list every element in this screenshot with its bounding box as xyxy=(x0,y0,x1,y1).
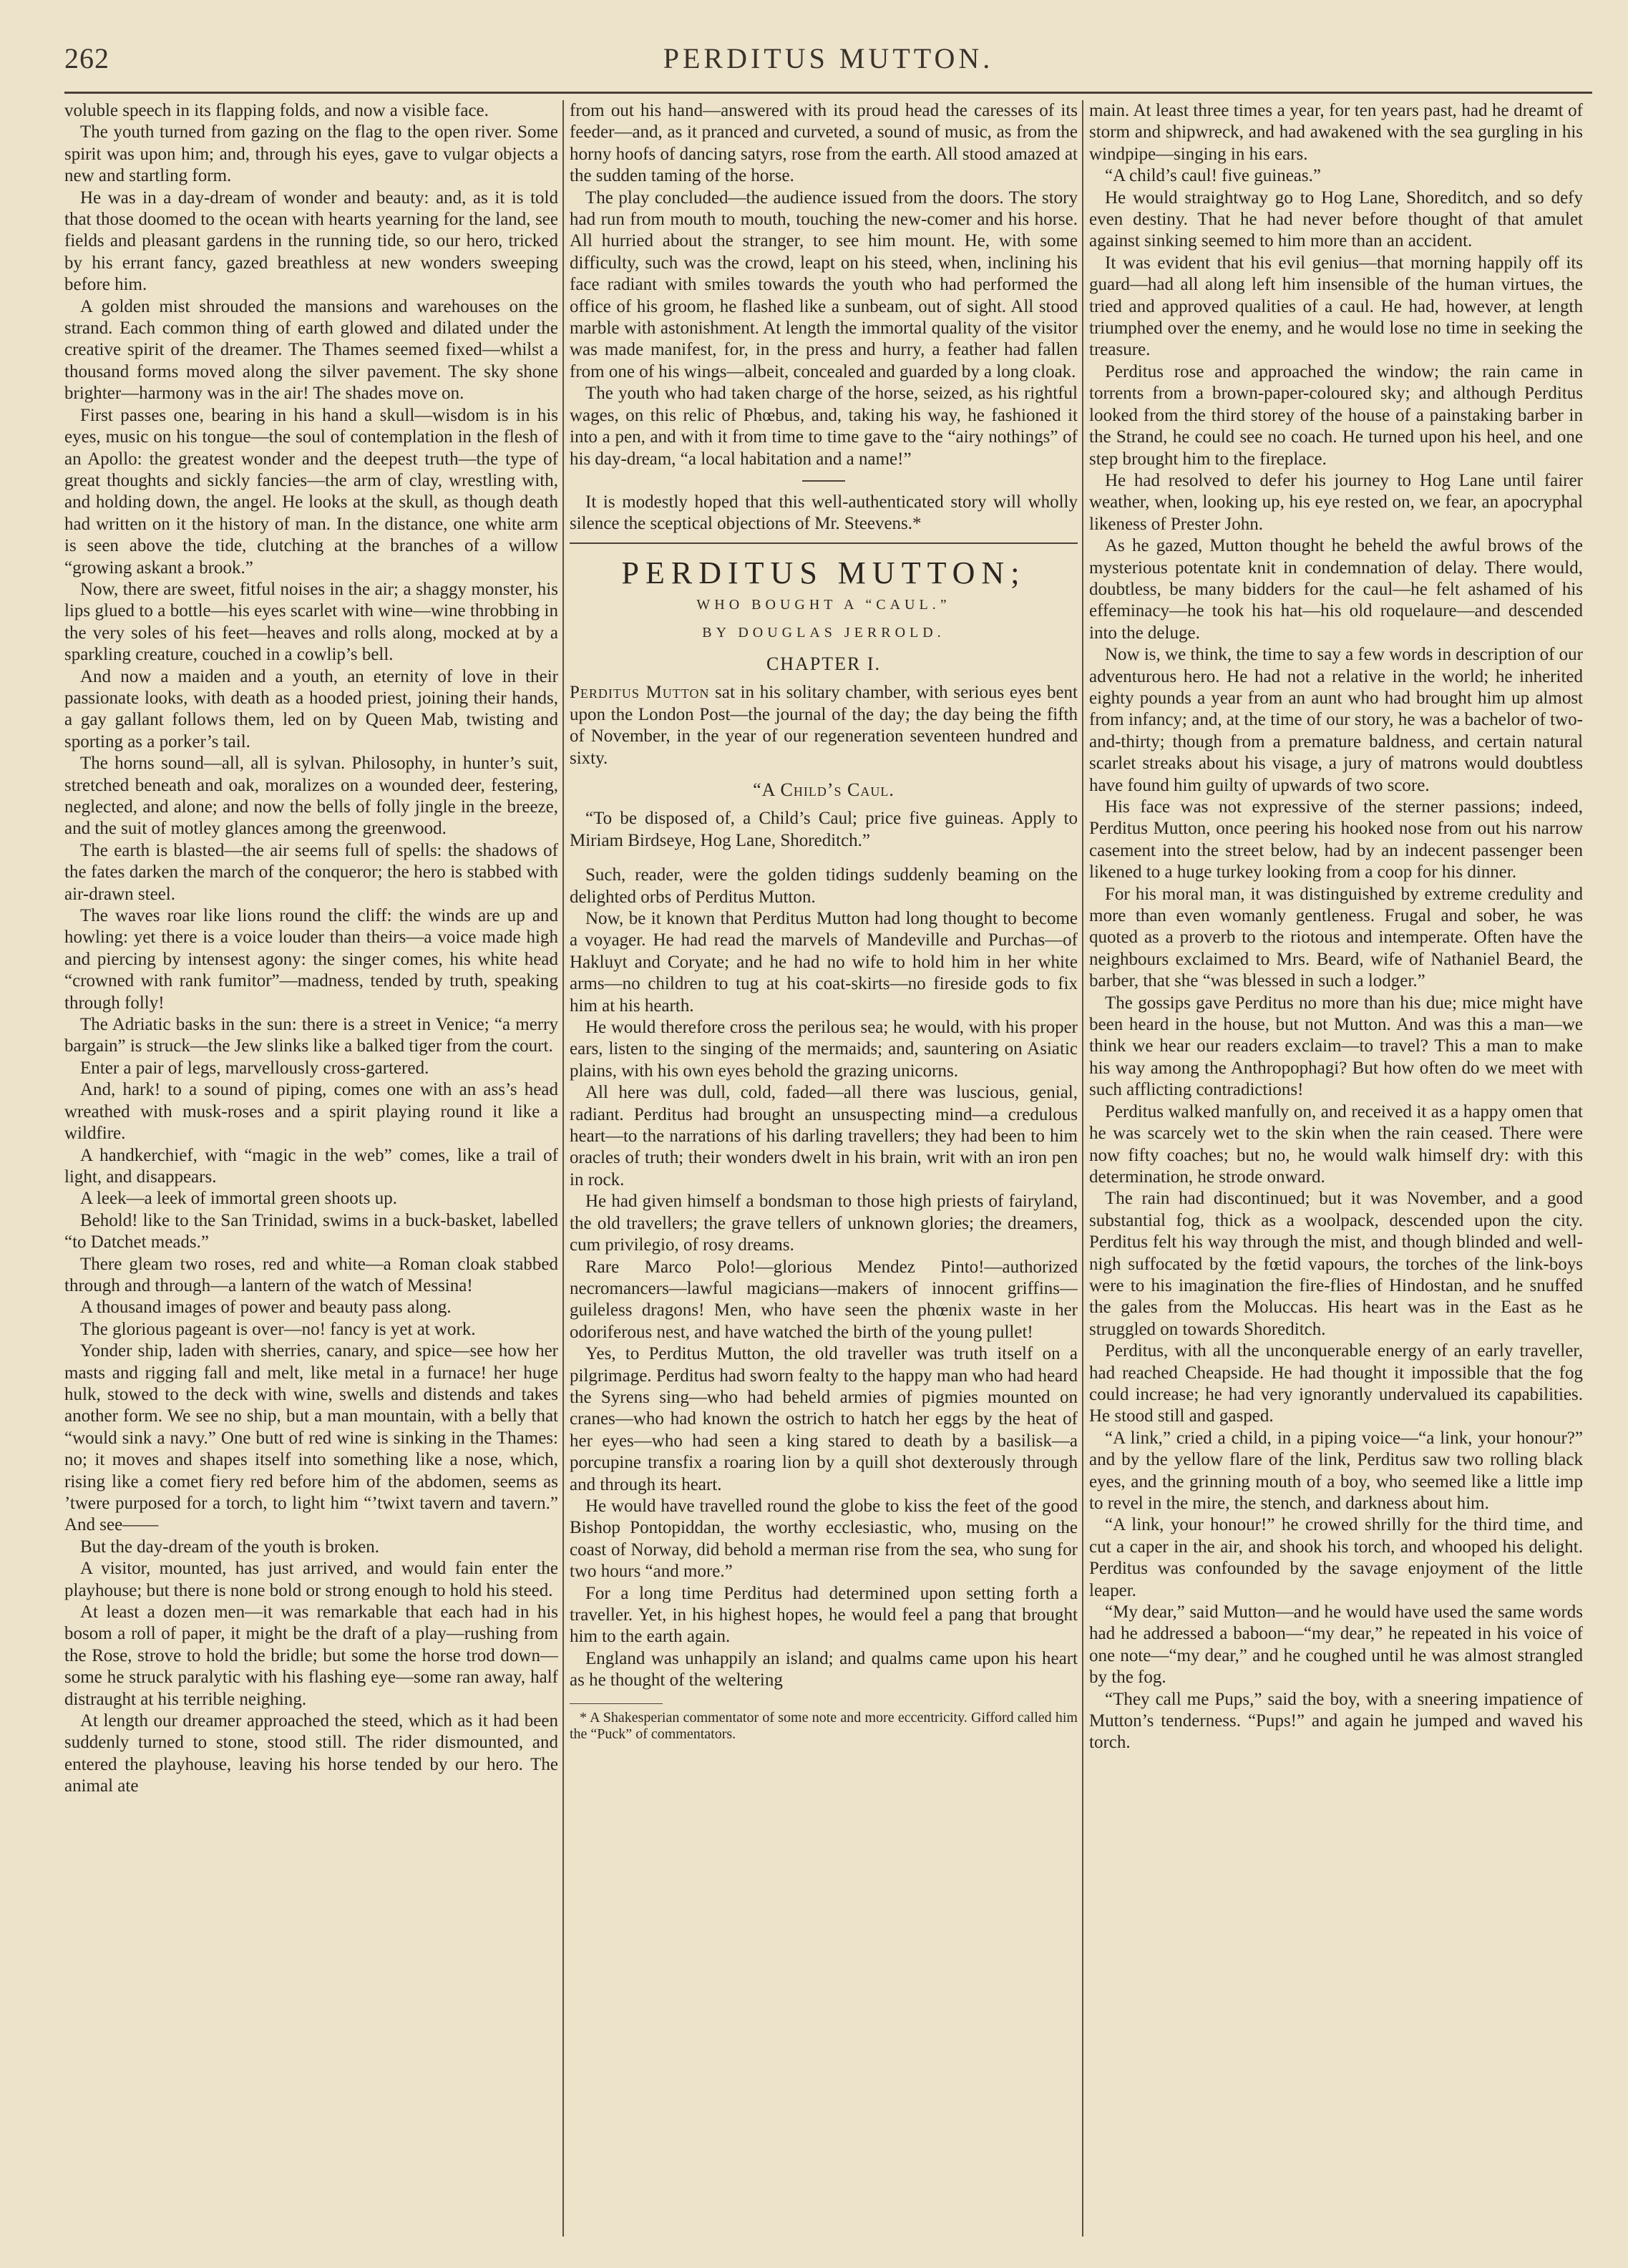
paragraph: Such, reader, were the golden tidings suddenly beaming on the delighted orbs of Perditus Mutton. xyxy=(570,865,1078,907)
paragraph: He had given himself a bondsman to those high priests of fairyland, the old travellers; the grave tellers of unknown glories; the dreamers, cum privilegio, of rosy dreams. xyxy=(570,1192,1078,1255)
paragraph: The Adriatic basks in the sun: there is a street in Venice; “a merry bargain” is struck—the Jew slinks like a balked tiger from the court. xyxy=(64,1015,558,1056)
header-rule xyxy=(64,92,1592,94)
paragraph: He would straightway go to Hog Lane, Shoreditch, and so defy even destiny. That he had never before thought of that amulet against sinking seemed to him more than an accident. xyxy=(1089,188,1583,251)
paragraph: He would have travelled round the globe to kiss the feet of the good Bishop Pontopiddan, the worthy ecclesiastic, who, musing on the coast of Norway, did behold a merman rise from the sea, who sung for two hours “and more.” xyxy=(570,1496,1078,1582)
paragraph: “A child’s caul! five guineas.” xyxy=(1105,166,1321,186)
paragraph: Behold! like to the San Trinidad, swims in a buck-basket, labelled “to Datchet meads.” xyxy=(64,1210,558,1252)
short-rule xyxy=(802,480,845,482)
advert-text: “To be disposed of, a Child’s Caul; price five guineas. Apply to Miriam Birdseye, Hog Lane, Shoreditch.” xyxy=(570,809,1078,850)
paragraph: voluble speech in its flapping folds, and now a visible face. xyxy=(64,101,489,120)
column-2 xyxy=(570,100,1078,2237)
paragraph: He was in a day-dream of wonder and beauty: and, as it is told that those doomed to the ocean with hearts yearning for the land, see fields and pleasant gardens in the running tide, so our hero, tricked by his errant fancy, gazed breathless at new wonders sweeping before him. xyxy=(64,188,558,295)
paragraph: As he gazed, Mutton thought he beheld the awful brows of the mysterious potentate knit in condemnation of delay. There would, doubtless, be many bidders for the caul—he felt ashamed of his effeminacy—he took his hat—his old roquelaure—and descended into the deluge. xyxy=(1089,536,1583,643)
paragraph: He had resolved to defer his journey to Hog Lane until fairer weather, when, looking up, his eye rested on, we fear, an apocryphal likeness of Prester John. xyxy=(1089,470,1583,534)
paragraph: The play concluded—the audience issued from the doors. The story had run from mouth to mouth, touching the new-comer and his horse. All hurried about the stranger, to see him mount. He, with some difficulty, such was the crowd, leapt on his steed, when, inclining his face radiant with smiles towards the youth who had performed the office of his groom, he flashed like a sunbeam, out of sight. All stood marble with astonishment. At length the immortal quality of the visitor was made manifest, for, in the press and hurry, a feather had fallen from one of his wings—albeit, concealed and guarded by a long cloak. xyxy=(570,188,1078,381)
paragraph: England was unhappily an island; and qualms came upon his heart as he thought of the weltering xyxy=(570,1648,1078,1690)
paragraph: But the day-dream of the youth is broken. xyxy=(80,1537,379,1557)
paragraph: The glorious pageant is over—no! fancy is yet at work. xyxy=(80,1319,476,1339)
paragraph: The rain had discontinued; but it was November, and a good substantial fog, thick as a woolpack, descended upon the city. Perditus felt his way through the mist, and though blinded and well-nigh suffocated by the fœtid vapours, the torches of the link-boys were to his imagination the fire-flies of Hindostan, and he snuffed the gales from the Moluccas. His heart was in the East as he struggled on towards Shoreditch. xyxy=(1089,1189,1583,1339)
paragraph: The gossips gave Perditus no more than his due; mice might have been heard in the house, but not Mutton. And was this a man—we think we hear our readers exclaim—to travel? This a man to make his way among the Anthropophagi? But how often do we meet with such afflicting contradictions! xyxy=(1089,993,1583,1100)
opening-name: Perditus Mutton xyxy=(570,683,710,703)
paragraph: from out his hand—answered with its proud head the caresses of its feeder—and, as it pranced and curveted, a sound of music, as from the horny hoofs of dancing satyrs, rose from the earth. All stood amazed at the sudden taming of the horse. xyxy=(570,101,1078,186)
paragraph: “My dear,” said Mutton—and he would have used the same words had he addressed a baboon—“my dear,” he repeated in his voice of one note—“my dear,” and he coughed until he was almost strangled by the fog. xyxy=(1089,1602,1583,1688)
story-rule xyxy=(570,542,1078,544)
column-divider-1 xyxy=(562,100,564,2237)
paragraph: Enter a pair of legs, marvellously cross-gartered. xyxy=(80,1058,429,1078)
paragraph: A golden mist shrouded the mansions and warehouses on the strand. Each common thing of earth glowed and dilated under the creative spirit of the dreamer. The Thames seemed fixed—whilst a thousand forms moved along the silver pavement. The sky shone brighter—harmony was in the air! The shades move on. xyxy=(64,296,558,404)
paragraph: Yes, to Perditus Mutton, the old traveller was truth itself on a pilgrimage. Perditus had sworn fealty to the happy man who had heard the Syrens sing—who had beheld armies of pigmies mounted on cranes—who had known the ostrich to hatch her eggs by the heat of her eyes—who had seen a king stared to death by a basilisk—a porcupine transfix a roaring lion by a quill shot dexterously through and through its heart. xyxy=(570,1344,1078,1494)
paragraph: A thousand images of power and beauty pass along. xyxy=(80,1298,452,1318)
paragraph: At least a dozen men—it was remarkable that each had in his bosom a roll of paper, it might be the draft of a play—rushing from the Rose, strove to hold the bridle; but some the horse trod down—some he struck paralytic with his flashing eye—some ran away, half distraught at his terrible neighing. xyxy=(64,1602,558,1709)
column-1 xyxy=(64,100,558,2237)
column-divider-2 xyxy=(1082,100,1083,2237)
paragraph: Yonder ship, laden with sherries, canary, and spice—see how her masts and rigging fall and melt, like metal in a furnace! her huge hulk, stowed to the deck with wine, swells and distends and takes another form. We see no ship, but a man mountain, with a belly that “would sink a navy.” One butt of red wine is sinking in the Thames: no; it moves and shapes itself into something like a nose, which, rising like a comet fiery red before him of the abdomen, seems as ’twere purposed for a torch, to light him “’twixt tavern and tavern.” And see—— xyxy=(64,1341,558,1535)
paragraph: Rare Marco Polo!—glorious Mendez Pinto!—authorized necromancers—lawful magicians—makers of innocent griffins—guileless dragons! Men, who have seen the phœnix waste in her odoriferous nest, and have watched the birth of the young pullet! xyxy=(570,1257,1078,1342)
paragraph: It is modestly hoped that this well-authenticated story will wholly silence the sceptical objections of Mr. Steevens.* xyxy=(570,492,1078,534)
paragraph: There gleam two roses, red and white—a Roman cloak stabbed through and through—a lantern of the watch of Messina! xyxy=(64,1254,558,1295)
paragraph: A visitor, mounted, has just arrived, and would fain enter the playhouse; but there is none bold or strong enough to hold his steed. xyxy=(64,1559,558,1600)
paragraph: For a long time Perditus had determined upon setting forth a traveller. Yet, in his highest hopes, he would feel a pang that brought him to the earth again. xyxy=(570,1583,1078,1647)
paragraph: “A link, your honour!” he crowed shrilly for the third time, and cut a caper in the air, and shook his torch, and whooped his delight. Perditus was confounded by the savage enjoyment of the little leaper. xyxy=(1089,1515,1583,1600)
story-title: PERDITUS MUTTON; xyxy=(621,555,1026,590)
paragraph: main. At least three times a year, for ten years past, had he dreamt of storm and shipwreck, and had awakened with the sea gurgling in his windpipe—singing in his ears. xyxy=(1089,101,1583,164)
opening-paragraph xyxy=(570,682,1078,769)
paragraph: At length our dreamer approached the steed, which as it had been suddenly turned to stone, stood still. The rider dismounted, and entered the playhouse, leaving his horse tended by our hero. The animal ate xyxy=(64,1711,558,1796)
paragraph: The waves roar like lions round the cliff: the winds are up and howling: yet there is a voice louder than theirs—a voice made high and piercing by intensest agony: the singer comes, his white head “crowned with rank fumitor”—madness, tended by truth, speaking through folly! xyxy=(64,906,558,1013)
column-3 xyxy=(1089,100,1583,2237)
paragraph: The youth who had taken charge of the horse, seized, as his rightful wages, on this relic of Phœbus, and, taking his way, he fashioned it into a pen, and with it from time to time gave to the “airy nothings” of his day-dream, “a local habitation and a name!” xyxy=(570,384,1078,469)
paragraph: Now, be it known that Perditus Mutton had long thought to become a voyager. He had read the marvels of Mandeville and Purchas—of Hakluyt and Coryate; and he had no wife to hold him in her white arms—no children to tug at his coat-skirts—no fireside gods to fix him at his hearth. xyxy=(570,909,1078,1016)
opening-text: sat in his solitary chamber, with serious eyes bent upon the London Post—the journal of the day; the day being the fifth of November, in the year of our regeneration seventeen hundred and sixty. xyxy=(570,683,1078,768)
paragraph: “They call me Pups,” said the boy, with a sneering impatience of Mutton’s tenderness. “Pups!” and again he jumped and waved his torch. xyxy=(1089,1689,1583,1753)
spacer xyxy=(570,852,1078,865)
paragraph: Perditus walked manfully on, and received it as a happy omen that he was scarcely wet to the skin when the rain ceased. There were now fifty coaches; but no, he would walk himself dry: with this determination, he strode onward. xyxy=(1089,1101,1583,1187)
paragraph: He would therefore cross the perilous sea; he would, with his proper ears, listen to the singing of the mermaids; and, sauntering on Asiatic plains, with his own eyes behold the grazing unicorns. xyxy=(570,1018,1078,1081)
page-number: 262 xyxy=(64,42,109,74)
story-byline: BY DOUGLAS JERROLD. xyxy=(702,624,945,641)
paragraph: For his moral man, it was distinguished by extreme credulity and more than even womanly gentleness. Frugal and sober, he was quoted as a proverb to the riotous and intemperate. Often have the neighbours exclaimed to Mrs. Beard, wife of Nathaniel Beard, the barber, that she “was blessed in such a lodger.” xyxy=(1089,884,1583,991)
paragraph: Now is, we think, the time to say a few words in description of our adventurous hero. He had not a relative in the world; he inherited eighty pounds a year from an aunt who had brought him up almost from infancy; and, at the time of our story, he was a bachelor of two-and-thirty; though from a premature baldness, and certain natural scarlet streaks about his visage, a jury of matrons would doubtless have found him guilty of upwards of two score. xyxy=(1089,645,1583,795)
paragraph: All here was dull, cold, faded—all there was luscious, genial, radiant. Perditus had brought an unsuspecting mind—a credulous heart—to the narrations of his darling travellers; they had been to him oracles of truth; their wonders dwelt in his brain, writ with an iron pen in rock. xyxy=(570,1083,1078,1189)
paragraph: A handkerchief, with “magic in the web” comes, like a trail of light, and disappears. xyxy=(64,1145,558,1187)
paragraph: Perditus, with all the unconquerable energy of an early traveller, had reached Cheapside. He had thought it impossible that the fog could increase; he had very ignorantly undervalued its capabilities. He stood still and gasped. xyxy=(1089,1341,1583,1426)
chapter-heading: CHAPTER I. xyxy=(766,653,882,674)
footnote: * A Shakesperian commentator of some note and more eccentricity. Gifford called him the “Puck” of commentators. xyxy=(570,1709,1078,1742)
paragraph: Now, there are sweet, fitful noises in the air; a shaggy monster, his lips glued to a bottle—his eyes scarlet with wine—wine throbbing in the very soles of his feet—heaves and rolls along, mocked at by a sparkling creature, couched in a cowlip’s bell. xyxy=(64,579,558,665)
paragraph: The youth turned from gazing on the flag to the open river. Some spirit was upon him; and, through his eyes, gave to vulgar objects a new and startling form. xyxy=(64,122,558,186)
paragraph: His face was not expressive of the sterner passions; indeed, Perditus Mutton, once peering his hooked nose from out his narrow casement into the street below, had by an indecent passenger been likened to a huge turkey looking from a coop for his dinner. xyxy=(1089,797,1583,882)
paragraph: The horns sound—all, all is sylvan. Philosophy, in hunter’s suit, stretched beneath and oak, moralizes on a wounded deer, festering, neglected, and alone; and now the bells of folly jingle in the breeze, and the suit of motley glances among the greenwood. xyxy=(64,754,558,839)
advert-title: “A Child’s Caul. xyxy=(753,779,895,800)
footnote-rule xyxy=(570,1703,663,1704)
paragraph: And, hark! to a sound of piping, comes one with an ass’s head wreathed with musk-roses and a spirit playing round it like a wildfire. xyxy=(64,1080,558,1144)
paragraph: And now a maiden and a youth, an eternity of love in their passionate looks, with death as a hooded priest, joining their hands, a gay gallant follows them, led on by Queen Mab, twisting and sporting as a porker’s tail. xyxy=(64,666,558,751)
running-title: PERDITUS MUTTON. xyxy=(663,42,994,74)
paragraph: A leek—a leek of immortal green shoots up. xyxy=(80,1189,397,1209)
page-header xyxy=(64,42,1592,74)
paragraph: The earth is blasted—the air seems full of spells: the shadows of the fates darken the march of the conqueror; the hero is stabbed with air-drawn steel. xyxy=(64,840,558,904)
story-subtitle: WHO BOUGHT A “CAUL.” xyxy=(696,597,951,613)
paragraph: It was evident that his evil genius—that morning happily off its guard—had all along left him insensible of the human virtues, the tried and approved qualities of a caul. He had, however, at length triumphed over the enemy, and he would lose no time in seeking the treasure. xyxy=(1089,253,1583,360)
paragraph: First passes one, bearing in his hand a skull—wisdom is in his eyes, music on his tongue—the soul of contemplation in the flesh of an Apollo: the greatest wonder and the deepest truth—the type of great thoughts and sickly fancies—the arm of clay, wrestling with, and holding down, the angel. He looks at the skull, as though death had written on it the history of man. In the distance, one white arm is seen above the tide, clutching at the branches of a willow “growing askant a brook.” xyxy=(64,405,558,578)
paragraph: Perditus rose and approached the window; the rain came in torrents from a brown-paper-coloured sky; and although Perditus looked from the third storey of the house of a painstaking barber in the Strand, he could see no coach. He turned upon his heel, and one step brought him to the fireplace. xyxy=(1089,361,1583,469)
paragraph: “A link,” cried a child, in a piping voice—“a link, your honour?” and by the yellow flare of the link, Perditus saw two rolling black eyes, and the grinning mouth of a boy, who seemed like a little imp to revel in the mire, the stench, and darkness about him. xyxy=(1089,1428,1583,1513)
